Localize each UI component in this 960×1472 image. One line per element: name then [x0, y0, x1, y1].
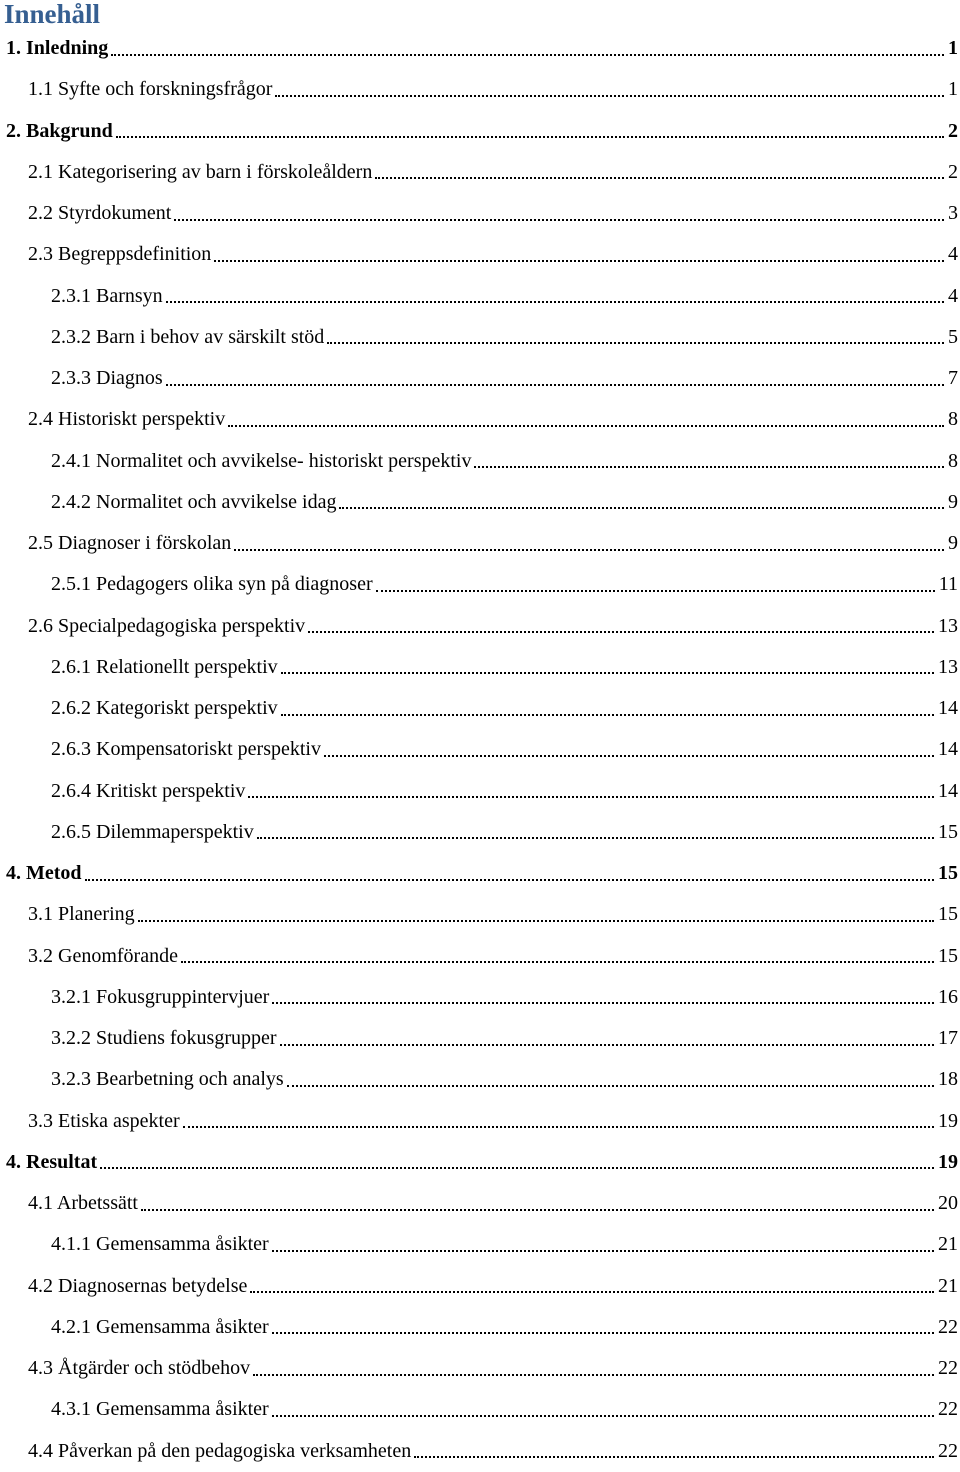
toc-entry[interactable] [0, 317, 960, 358]
toc-entry-title: 1. Inledning [6, 37, 109, 60]
toc-entry-title: 2.5 Diagnoser i förskolan [28, 532, 232, 555]
toc-entry-title: 3.2 Genomförande [28, 944, 178, 967]
toc-dot-leader [324, 755, 934, 757]
toc-entry-title: 2.1 Kategorisering av barn i förskoleåldern [28, 160, 373, 183]
toc-entry[interactable] [0, 1348, 960, 1389]
toc-dot-leader [272, 1002, 934, 1004]
toc-entry-title: 3.1 Planering [28, 903, 135, 926]
toc-entry-title: 4. Resultat [6, 1150, 98, 1173]
toc-entry-title: 2.4 Historiskt perspektiv [28, 408, 226, 431]
toc-entry-title: 4.3.1 Gemensamma åsikter [51, 1398, 269, 1421]
toc-dot-leader [272, 1250, 934, 1252]
toc-entry[interactable] [0, 1307, 960, 1348]
toc-entry[interactable] [0, 276, 960, 317]
toc-dot-leader [257, 837, 934, 839]
toc-entry-page-number: 17 [938, 1027, 958, 1050]
toc-entry[interactable] [0, 853, 960, 894]
toc-dot-leader [414, 1456, 934, 1458]
toc-entry[interactable] [0, 647, 960, 688]
toc-dot-leader [138, 920, 934, 922]
toc-entry-page-number: 16 [938, 985, 958, 1008]
toc-entry[interactable] [0, 1142, 960, 1183]
toc-entry[interactable] [0, 358, 960, 399]
toc-entry[interactable] [0, 977, 960, 1018]
toc-entry-title: 4. Metod [6, 862, 82, 885]
toc-dot-leader [339, 507, 944, 509]
toc-entry-title: 2.6.5 Dilemmaperspektiv [51, 820, 254, 843]
toc-entry-title: 1.1 Syfte och forskningsfrågor [28, 78, 273, 101]
toc-entry-title: 2.3.1 Barnsyn [51, 284, 163, 307]
toc-entry-page-number: 22 [938, 1439, 958, 1462]
toc-dot-leader [281, 672, 934, 674]
toc-entry-page-number: 9 [948, 532, 958, 555]
toc-entry-page-number: 1 [948, 78, 958, 101]
toc-dot-leader [234, 549, 944, 551]
toc-entry-title: 2.5.1 Pedagogers olika syn på diagnoser [51, 573, 373, 596]
toc-entry[interactable] [0, 1266, 960, 1307]
toc-entry-title: 3.2.3 Bearbetning och analys [51, 1068, 284, 1091]
toc-entry[interactable] [0, 193, 960, 234]
toc-entry-title: 2.3.2 Barn i behov av särskilt stöd [51, 325, 325, 348]
toc-entry-page-number: 15 [938, 903, 958, 926]
toc-entry[interactable] [0, 28, 960, 69]
toc-entry[interactable] [0, 482, 960, 523]
toc-entry-page-number: 8 [948, 449, 958, 472]
toc-entry[interactable] [0, 729, 960, 770]
toc-entry-page-number: 14 [938, 697, 958, 720]
toc-entry[interactable] [0, 564, 960, 605]
toc-dot-leader [183, 1126, 934, 1128]
toc-entry-title: 4.2 Diagnosernas betydelse [28, 1274, 248, 1297]
toc-entry-page-number: 15 [938, 944, 958, 967]
toc-dot-leader [250, 1291, 934, 1293]
toc-entry-page-number: 8 [948, 408, 958, 431]
toc-entry-page-number: 1 [948, 37, 958, 60]
toc-entry-page-number: 11 [938, 573, 958, 596]
toc-dot-leader [166, 301, 944, 303]
toc-entry-title: 2.6.4 Kritiskt perspektiv [51, 779, 246, 802]
toc-entry-page-number: 4 [948, 243, 958, 266]
toc-entry-title: 2.4.2 Normalitet och avvikelse idag [51, 490, 337, 513]
toc-entry[interactable] [0, 1389, 960, 1430]
toc-dot-leader [287, 1085, 934, 1087]
toc-dot-leader [166, 384, 944, 386]
toc-entry-page-number: 2 [948, 119, 958, 142]
toc-entry-title: 2. Bakgrund [6, 119, 113, 142]
toc-dot-leader [253, 1374, 934, 1376]
toc-entry-title: 2.6.3 Kompensatoriskt perspektiv [51, 738, 321, 761]
toc-entry-page-number: 5 [948, 325, 958, 348]
toc-entry-title: 4.1 Arbetssätt [28, 1192, 138, 1215]
toc-dot-leader [181, 961, 934, 963]
toc-entry-page-number: 3 [948, 202, 958, 225]
toc-entry-title: 3.3 Etiska aspekter [28, 1109, 180, 1132]
toc-dot-leader [85, 879, 934, 881]
toc-entry-title: 3.2.1 Fokusgruppintervjuer [51, 985, 270, 1008]
toc-dot-leader [248, 796, 934, 798]
toc-dot-leader [474, 466, 944, 468]
toc-entry-page-number: 2 [948, 160, 958, 183]
toc-entry-page-number: 13 [938, 614, 958, 637]
toc-entry-title: 2.2 Styrdokument [28, 202, 172, 225]
toc-entry[interactable] [0, 606, 960, 647]
toc-entry-page-number: 22 [938, 1315, 958, 1338]
toc-entry[interactable] [0, 1183, 960, 1224]
toc-entry[interactable] [0, 688, 960, 729]
toc-dot-leader [214, 260, 944, 262]
toc-entry[interactable] [0, 894, 960, 935]
toc-entry-title: 2.6.1 Relationellt perspektiv [51, 655, 278, 678]
toc-dot-leader [281, 714, 934, 716]
toc-entry-page-number: 22 [938, 1398, 958, 1421]
toc-dot-leader [308, 631, 934, 633]
toc-entry-page-number: 22 [938, 1357, 958, 1380]
toc-dot-leader [228, 425, 944, 427]
toc-entry[interactable] [0, 1101, 960, 1142]
toc-entry-title: 4.2.1 Gemensamma åsikter [51, 1315, 269, 1338]
toc-dot-leader [376, 590, 935, 592]
toc-heading: Innehåll [4, 0, 101, 29]
toc-dot-leader [111, 54, 944, 56]
toc-entry[interactable] [0, 152, 960, 193]
toc-entry-page-number: 4 [948, 284, 958, 307]
toc-entry[interactable] [0, 812, 960, 853]
toc-dot-leader [100, 1167, 934, 1169]
toc-entry-page-number: 7 [948, 367, 958, 390]
toc-entry[interactable] [0, 771, 960, 812]
toc-entry-title: 2.4.1 Normalitet och avvikelse- historiskt perspektiv [51, 449, 472, 472]
toc-entry[interactable] [0, 1224, 960, 1265]
toc-dot-leader [272, 1332, 934, 1334]
toc-entry-title: 4.3 Åtgärder och stödbehov [28, 1357, 251, 1380]
toc-entry-title: 3.2.2 Studiens fokusgrupper [51, 1027, 277, 1050]
toc-dot-leader [375, 177, 944, 179]
toc-entry[interactable] [0, 523, 960, 564]
toc-dot-leader [280, 1044, 934, 1046]
toc-dot-leader [116, 136, 944, 138]
toc-entry-page-number: 21 [938, 1274, 958, 1297]
toc-dot-leader [174, 219, 944, 221]
toc-entry[interactable] [0, 111, 960, 152]
toc-entry[interactable] [0, 441, 960, 482]
toc-dot-leader [275, 95, 944, 97]
toc-entry-page-number: 14 [938, 738, 958, 761]
toc-entry[interactable] [0, 234, 960, 275]
toc-entry-title: 2.3.3 Diagnos [51, 367, 163, 390]
toc-entry-page-number: 20 [938, 1192, 958, 1215]
toc-dot-leader [141, 1209, 934, 1211]
toc-entry-page-number: 14 [938, 779, 958, 802]
toc-dot-leader [272, 1415, 934, 1417]
toc-entry[interactable] [0, 69, 960, 110]
toc-entry-title: 2.6.2 Kategoriskt perspektiv [51, 697, 278, 720]
toc-entry-title: 4.1.1 Gemensamma åsikter [51, 1233, 269, 1256]
toc-entry[interactable] [0, 399, 960, 440]
toc-entry[interactable] [0, 936, 960, 977]
toc-entry-title: 2.3 Begreppsdefinition [28, 243, 212, 266]
toc-entry[interactable] [0, 1018, 960, 1059]
toc-entry-page-number: 18 [938, 1068, 958, 1091]
toc-entry-page-number: 21 [938, 1233, 958, 1256]
toc-dot-leader [327, 342, 944, 344]
toc-entry-page-number: 13 [938, 655, 958, 678]
toc-entry[interactable] [0, 1059, 960, 1100]
toc-entry-page-number: 19 [938, 1109, 958, 1132]
table-of-contents [0, 28, 960, 1472]
toc-entry-page-number: 15 [938, 820, 958, 843]
toc-entry-page-number: 19 [938, 1150, 958, 1173]
toc-entry-page-number: 9 [948, 490, 958, 513]
toc-entry-title: 4.4 Påverkan på den pedagogiska verksamheten [28, 1439, 412, 1462]
toc-entry-title: 2.6 Specialpedagogiska perspektiv [28, 614, 306, 637]
toc-entry-page-number: 15 [938, 862, 958, 885]
